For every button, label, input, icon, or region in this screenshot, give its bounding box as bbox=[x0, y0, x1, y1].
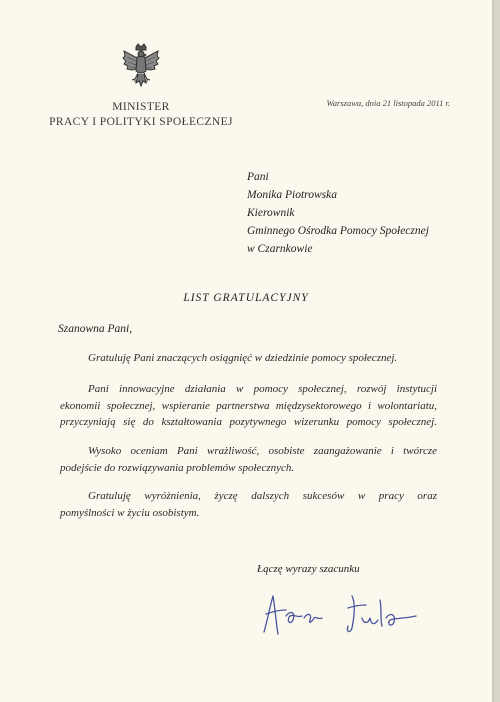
ministry-title: MINISTER bbox=[112, 101, 170, 113]
paragraph-line: Pani innowacyjne działania w pomocy społecznej, rozwój instytucji bbox=[88, 383, 437, 395]
paragraph-line: podejście do rozwiązywania problemów społecznych. bbox=[60, 461, 295, 474]
recipient-name: Monika Piotrowska bbox=[247, 189, 337, 201]
paragraph-4 bbox=[60, 488, 437, 521]
paragraph-2 bbox=[60, 381, 437, 431]
recipient-salutation: Pani bbox=[247, 171, 269, 183]
ministry-header bbox=[40, 100, 242, 130]
paragraph-line: Gratuluję Pani znaczących osiągnięć w dziedzinie pomocy społecznej. bbox=[88, 352, 398, 364]
ministry-name: PRACY I POLITYKI SPOŁECZNEJ bbox=[49, 116, 233, 128]
letter-date: Warszawa, dnia 21 listopada 2011 r. bbox=[326, 98, 450, 108]
paragraph-3 bbox=[60, 443, 437, 476]
recipient-location: w Czarnkowie bbox=[247, 243, 313, 255]
recipient-address bbox=[247, 168, 429, 258]
paragraph-line: przyczyniają się do kształtowania pozytywnego wizerunku pomocy społecznej. bbox=[60, 416, 437, 428]
recipient-institution: Gminnego Ośrodka Pomocy Społecznej bbox=[247, 225, 429, 237]
paragraph-line: Gratuluję wyróżnienia, życzę dalszych sukcesów w pracy oraz bbox=[88, 490, 437, 502]
eagle-emblem-icon bbox=[121, 43, 161, 89]
recipient-position: Kierownik bbox=[247, 207, 295, 219]
paragraph-line: ekonomii społecznej, wspieranie partnerstwa międzysektorowego i wolontariatu, bbox=[60, 399, 437, 412]
letter-salutation: Szanowna Pani, bbox=[58, 323, 133, 335]
paragraph-line: pomyślności w życiu osobistym. bbox=[60, 506, 200, 519]
paragraph-1 bbox=[60, 350, 437, 367]
letter-title: LIST GRATULACYJNY bbox=[183, 292, 309, 304]
paragraph-line: Wysoko oceniam Pani wrażliwość, osobiste zaangażowanie i twórcze bbox=[88, 445, 437, 457]
closing-phrase: Łączę wyrazy szacunku bbox=[257, 563, 360, 575]
signature-icon bbox=[256, 588, 428, 640]
